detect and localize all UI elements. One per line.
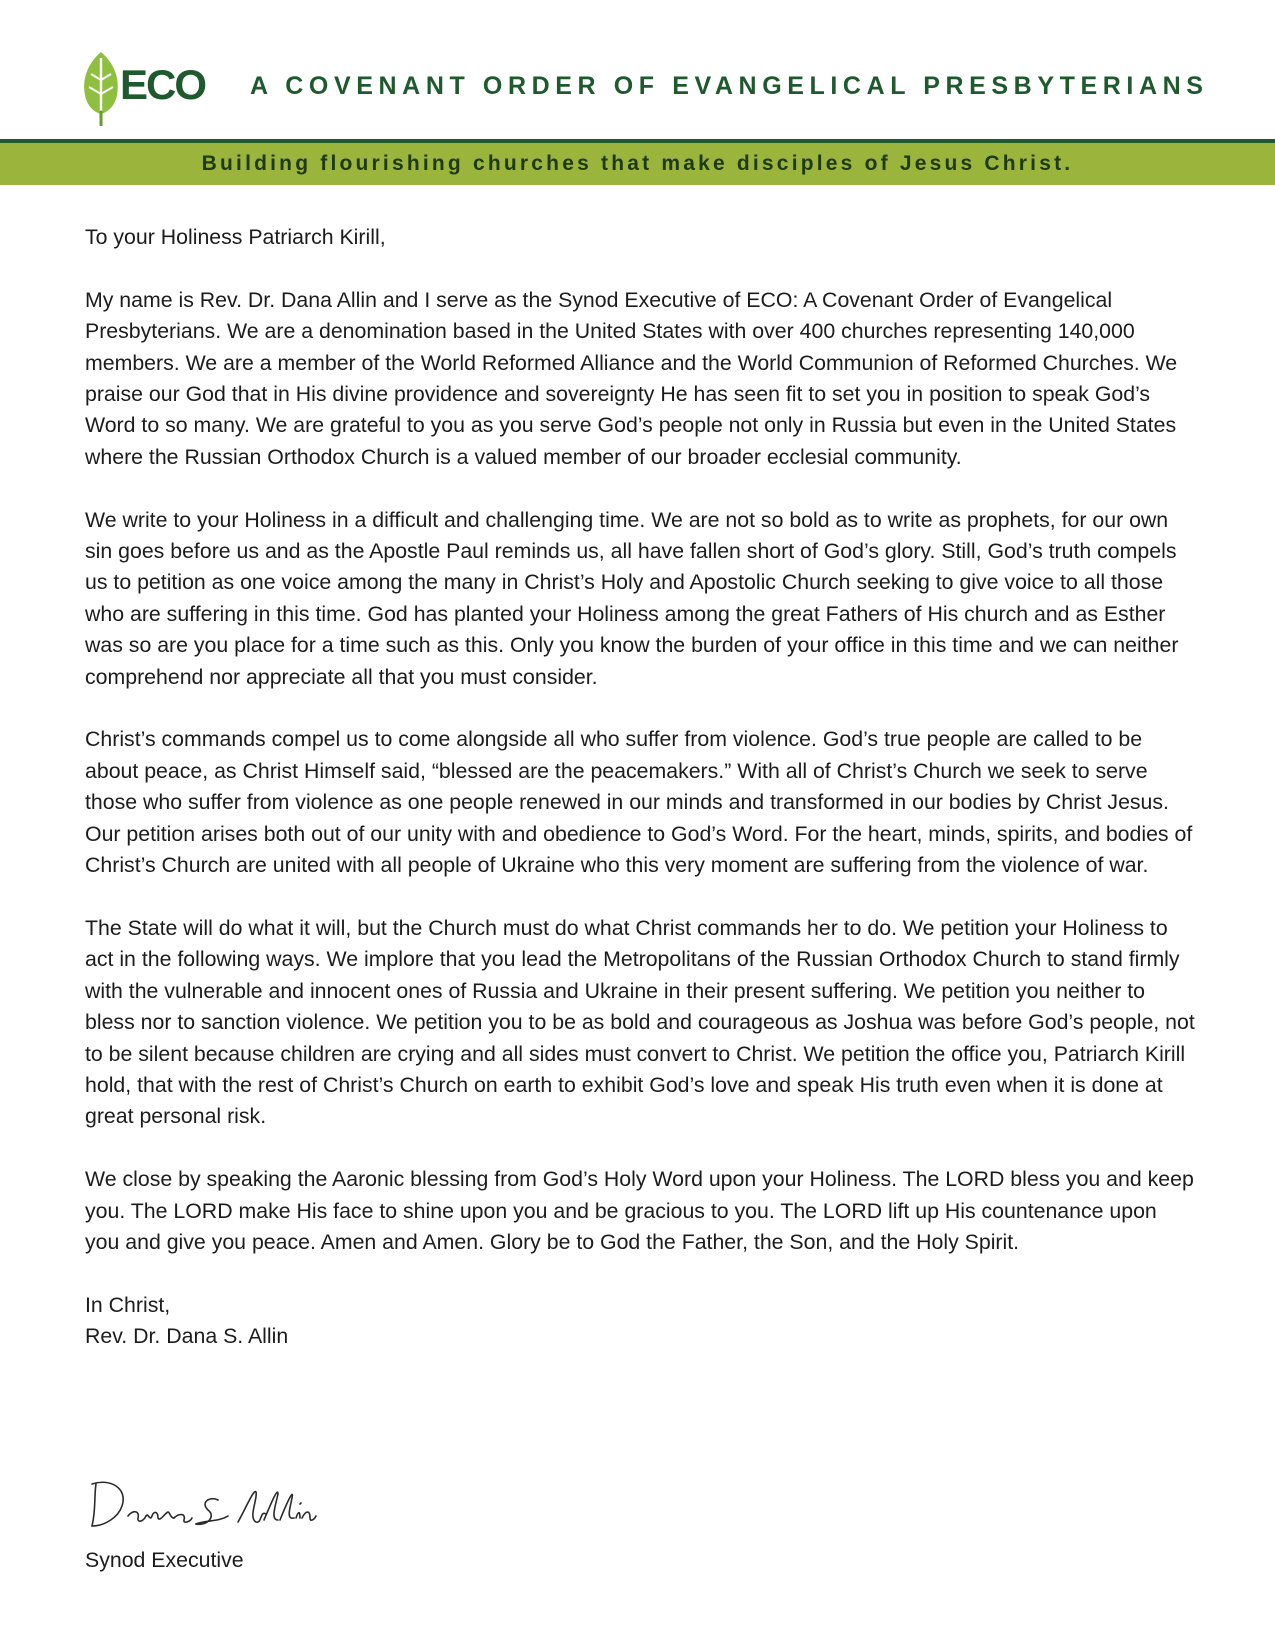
closing-phrase: In Christ, [85,1292,171,1317]
paragraph-introduction: My name is Rev. Dr. Dana Allin and I serve as the Synod Executive of ECO: A Covenant Order of Evangelical Presbyterians. We are a denomination based in the United States with over 400 churches representing 140,000 members. We are a member of the World Reformed Alliance and the World Communion of Reformed Churches. We praise our God that in His divine providence and sovereignty He has seen fit to set you in position to speak God’s Word to so many. We are grateful to you as you serve God’s people not only in Russia but even in the United States where the Russian Orthodox Church is a valued member of our broader ecclesial community. [85,287,1178,469]
signer-title: Synod Executive [85,1548,244,1572]
paragraph-petition: The State will do what it will, but the Church must do what Christ commands her to do. We petition your Holiness to act in the following ways. We implore that you lead the Metropolitans of the Russian Orthodox Church to stand firmly with the vulnerable and innocent ones of Russia and Ukraine in their present suffering. We petition you neither to bless nor to sanction violence. We petition you to be as bold and courageous as Joshua was before God’s people, not to be silent because children are crying and all sides must convert to Christ. We petition the office you, Patriarch Kirill hold, that with the rest of Christ’s Church on earth to exhibit God’s love and speak His truth even when it is done at great personal risk. [85,915,1195,1129]
paragraph-peacemakers: Christ’s commands compel us to come alongside all who suffer from violence. God’s true people are called to be about peace, as Christ Himself said, “blessed are the peacemakers.” With all of Christ’s Church we seek to serve those who suffer from violence as one people renewed in our minds and transformed in our bodies by Christ Jesus. Our petition arises both out of our unity with and obedience to God’s Word. For the heart, minds, spirits, and bodies of Christ’s Church are united with all people of Ukraine who this very moment are suffering from the violence of war. [85,727,1193,878]
signer-name: Rev. Dr. Dana S. Allin [85,1324,289,1349]
organization-name: A COVENANT ORDER OF EVANGELICAL PRESBYTERIANS [250,72,1209,100]
tagline: Building flourishing churches that make disciples of Jesus Christ. [201,152,1074,175]
tagline-banner [0,143,1275,185]
paragraph-blessing: We close by speaking the Aaronic blessing from God’s Holy Word upon your Holiness. The LORD bless you and keep you. The LORD make His face to shine upon you and be gracious to you. The LORD lift up His countenance upon you and give you peace. Amen and Amen. Glory be to God the Father, the Son, and the Holy Spirit. [85,1167,1194,1254]
letter-body [85,222,1195,1353]
closing-block [85,1290,1195,1353]
leaf-icon [84,52,118,125]
letterhead [0,0,1275,175]
logo-wordmark: ECO [120,61,206,108]
salutation: To your Holiness Patriarch Kirill, [85,225,386,249]
handwritten-signature [88,1470,318,1540]
paragraph-difficult-time: We write to your Holiness in a difficult and challenging time. We are not so bold as to write as prophets, for our own sin goes before us and as the Apostle Paul reminds us, all have fallen short of God’s glory. Still, God’s truth compels us to petition as one voice among the many in Christ’s Holy and Apostolic Church seeking to give voice to all those who are suffering in this time. God has planted your Holiness among the great Fathers of His church and as Esther was so are you place for a time such as this. Only you know the burden of your office in this time and we can neither comprehend nor appreciate all that you must consider. [85,507,1179,689]
eco-logo [82,50,217,126]
